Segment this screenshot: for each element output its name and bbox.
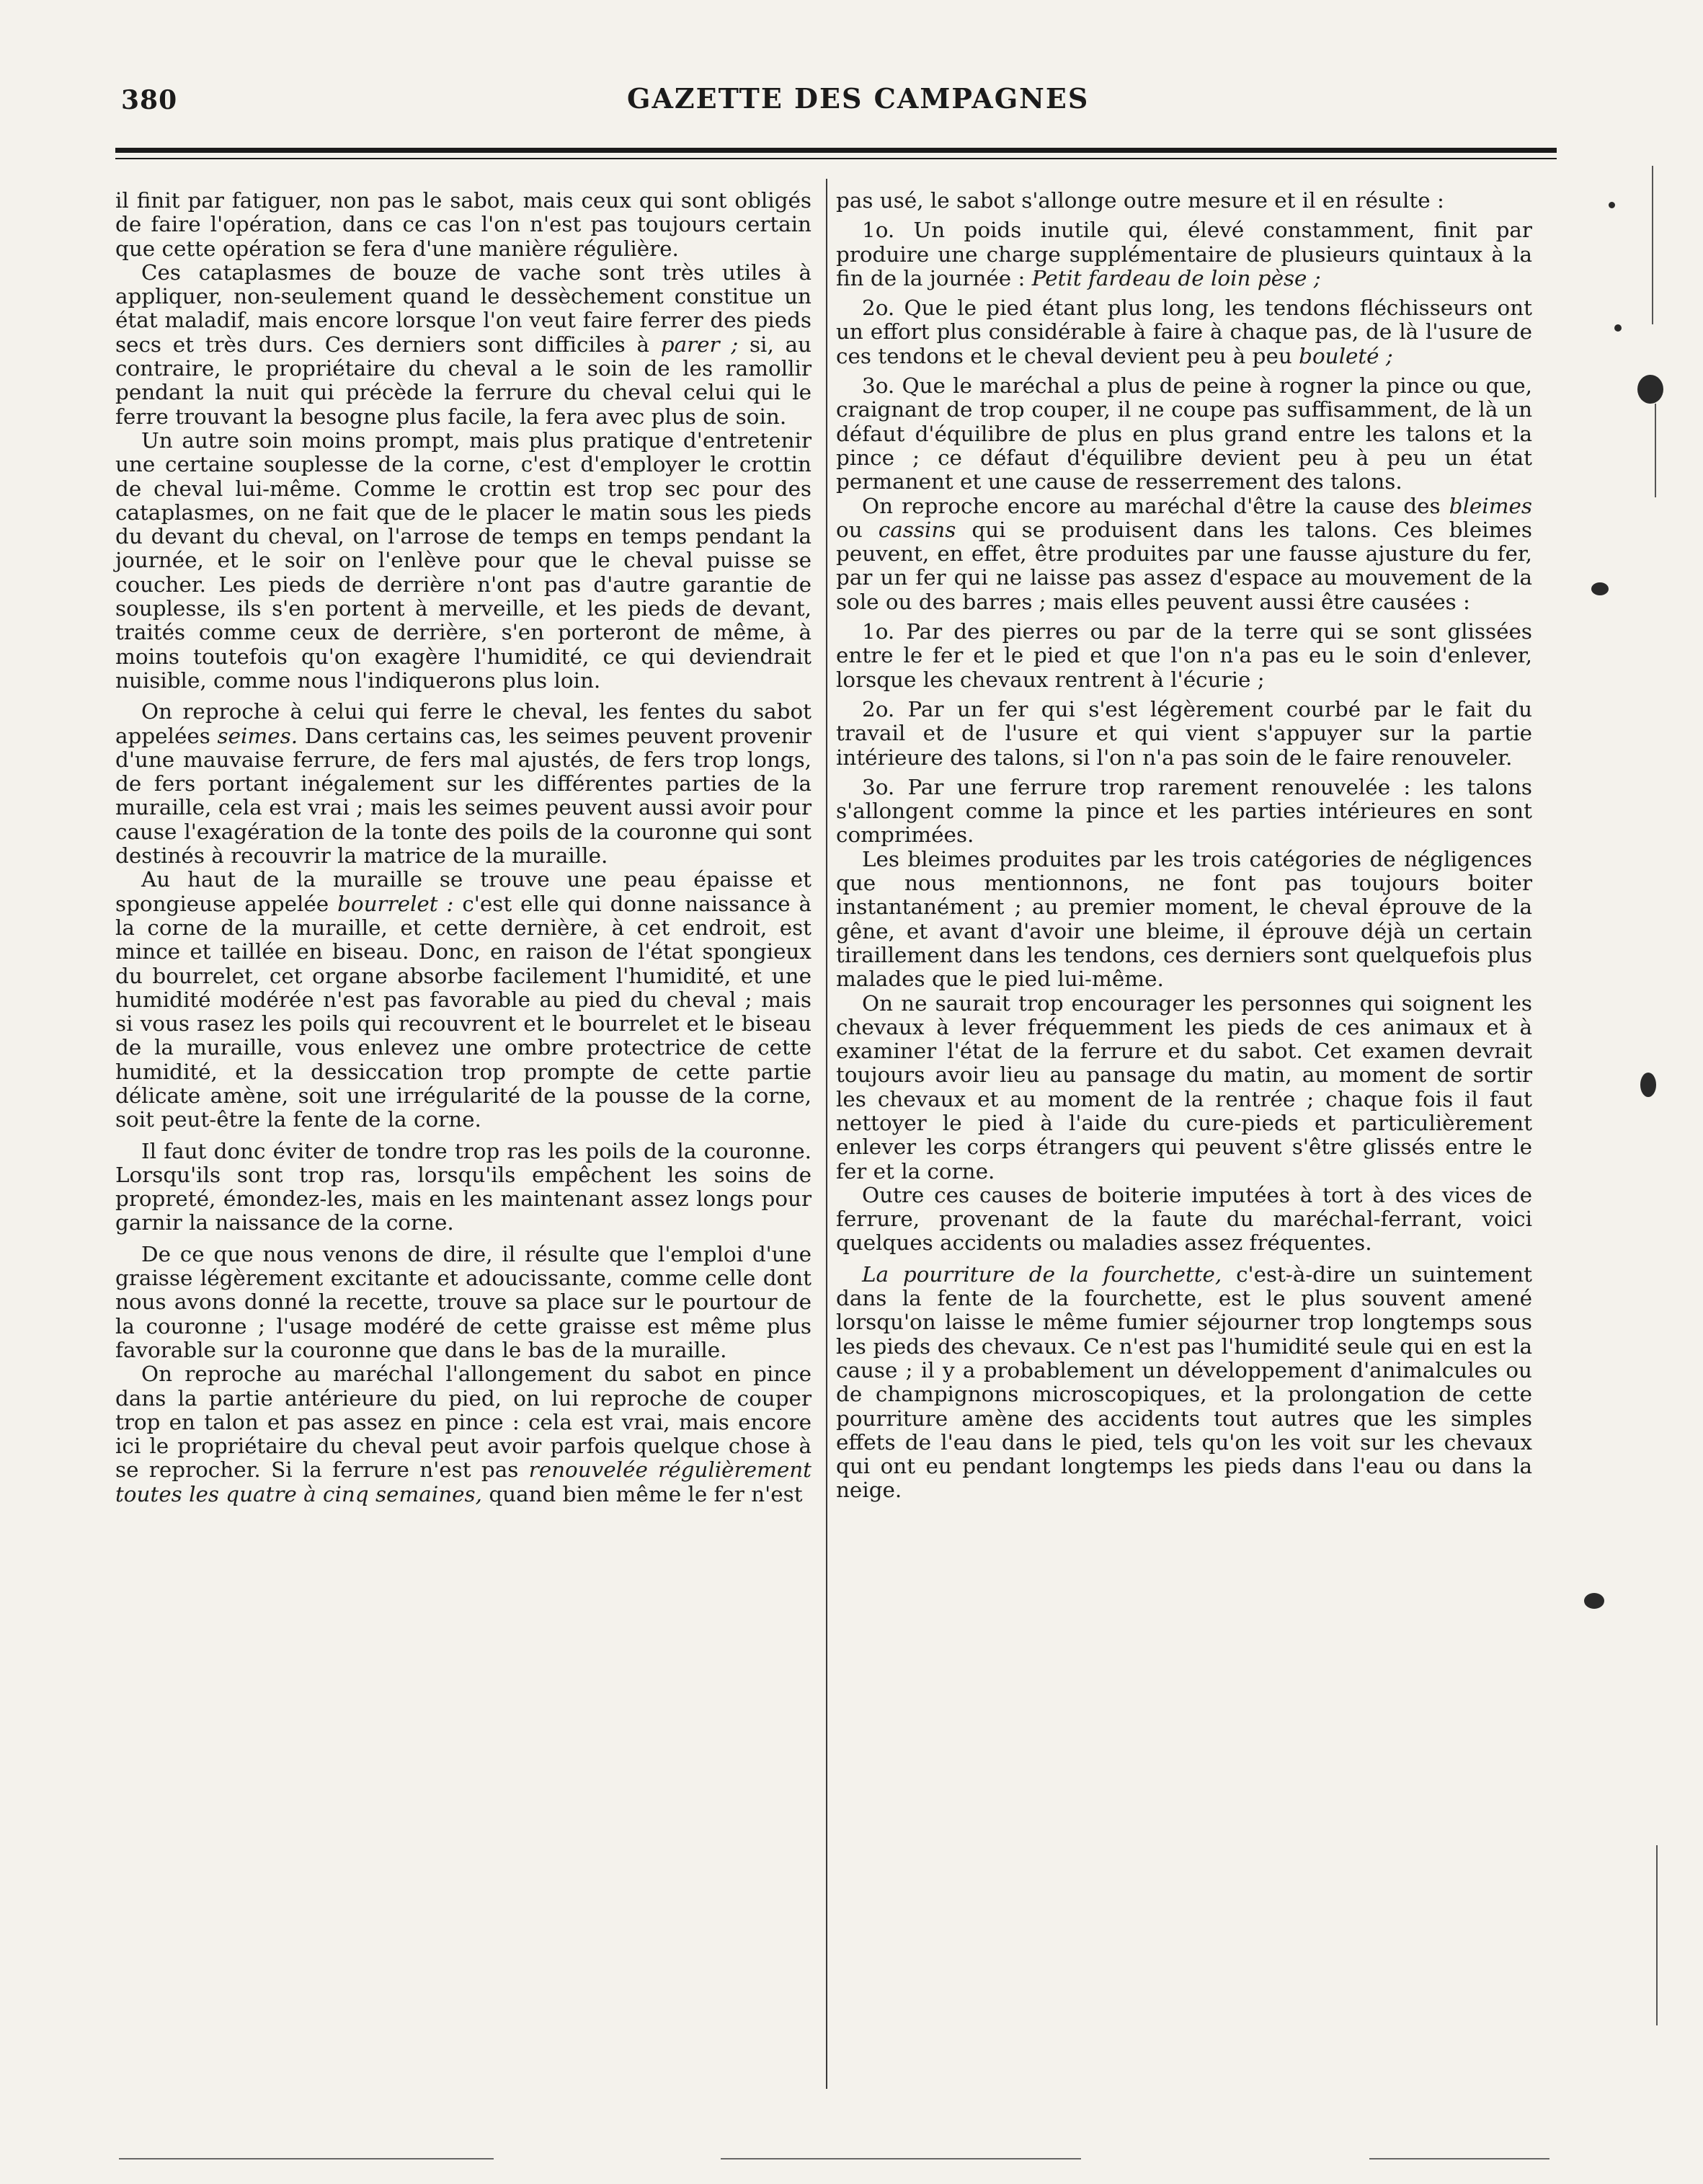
bottom-rule [1369, 2158, 1549, 2159]
text-run: Les bleimes produites par les trois catégories de négligences que nous mentionnons, ne font pas toujours boiter instantanément ; au premier moment, le cheval éprouve de la gêne, et avant d'avoir une bleime, il éprouve déjà un certain tiraillement dans les tendons, ces derniers sont quelquefois plus malades que le pied lui-même. [836, 846, 1532, 992]
running-title: GAZETTE DES CAMPAGNES [627, 82, 1090, 115]
text-run: si, au contraire, le propriétaire du cheval a le soin de les ramollir pendant la nuit qui précède la ferrure du cheval celui qui le ferre trouvant la besogne plus facile, la fera avec plus de soin. [115, 332, 812, 429]
header-rule-thin [115, 158, 1557, 159]
italic-term: bouleté ; [1299, 343, 1393, 368]
text-run: 3o. Que le maréchal a plus de peine à rogner la pince ou que, craignant de trop couper, il ne coupe pas suffisamment, de là un défaut d'équilibre de plus en plus grand entre les talons et la pince ; ce défaut d'équilibre devient peu à peu un état permanent et une cause de resserrement des talons. [836, 373, 1532, 494]
italic-term: bleimes [1449, 493, 1532, 518]
text-run: ou [836, 517, 879, 542]
paragraph [115, 1362, 812, 1506]
paragraph [836, 189, 1532, 213]
paragraph [836, 992, 1532, 1184]
text-run: qui se produisent dans les talons. Ces bleimes peuvent, en effet, être produites par une fausse ajusture du fer, par un fer qui ne laisse pas assez d'espace au mouvement de la sole ou des barres ; mais elles peuvent aussi être causées : [836, 517, 1532, 614]
text-run: 2o. Par un fer qui s'est légèrement courbé par le fait du travail et de l'usure et qui vient s'appuyer sur la partie intérieure des talons, si l'on n'a pas soin de le faire renouveler. [836, 696, 1532, 770]
text-run: pas usé, le sabot s'allonge outre mesure et il en résulte : [836, 188, 1444, 213]
text-run: c'est-à-dire un suintement dans la fente de la fourchette, est le plus souvent amené lorsqu'on laisse le même fumier séjourner trop longtemps sous les pieds des chevaux. Ce n'est pas l'humidité seule qui en est la cause ; il y a probablement un développement d'animalcules ou de champignons microscopiques, et la prolongation de cette pourriture amène des accidents tout autres que les simples effets de l'eau dans le pied, tels qu'on les voit sur les chevaux qui ont eu pendant longtemps les pieds dans l'eau ou dans la neige. [836, 1261, 1532, 1503]
paragraph [115, 1140, 812, 1235]
text-run: De ce que nous venons de dire, il résulte que l'emploi d'une graisse légèrement excitante et adoucissante, comme celle dont nous avons donné la recette, trouve sa place sur le pourtour de la couronne ; l'usage modéré de cette graisse est même plus favorable sur la couronne que dans le bas de la muraille. [115, 1241, 812, 1362]
list-item [836, 620, 1532, 692]
bottom-rule [119, 2158, 494, 2159]
left-column [115, 189, 812, 1506]
paragraph [115, 429, 812, 693]
italic-term: cassins [878, 517, 956, 542]
paragraph [115, 700, 812, 868]
list-item [836, 296, 1532, 368]
list-item [836, 374, 1532, 494]
text-run: Outre ces causes de boiterie imputées à tort à des vices de ferrure, provenant de la faute du maréchal-ferrant, voici quelques accidents ou maladies assez fréquentes. [836, 1182, 1532, 1256]
paragraph [115, 868, 812, 1132]
margin-line [1652, 166, 1653, 324]
text-run: 3o. Par une ferrure trop rarement renouvelée : les talons s'allongent comme la pince et les parties intérieures en sont comprimées. [836, 774, 1532, 848]
text-run: 1o. Un poids inutile qui, élevé constamment, finit par produire une charge supplémentaire de plusieurs quintaux à la fin de la journée : [836, 218, 1532, 290]
right-column [836, 189, 1532, 1503]
text-run: Dans certains cas, les seimes peuvent provenir d'une mauvaise ferrure, de fers mal ajustés, de fers trop longs, de fers portant inégalement sur les différentes parties de la muraille, cela est vrai ; mais les seimes peuvent aussi avoir pour cause l'exagération de la tonte des poils de la couronne qui sont destinés à recouvrir la matrice de la muraille. [115, 723, 812, 869]
header-rule-thick [115, 148, 1557, 153]
text-run: c'est elle qui donne naissance à la corne de la muraille, et cette dernière, à cet endroit, est mince et taillée en biseau. Donc, en raison de l'état spongieux du bourrelet, cet organe absorbe facilement l'humidité, et une humidité modérée n'est pas favorable au pied du cheval ; mais si vous rasez les poils qui recouvrent et le bourrelet et le biseau de la muraille, vous enlevez une ombre protectrice de cette humidité, et la dessiccation trop prompte de cette partie délicate amène, soit une irrégularité de la pousse de la corne, soit peut-être la fente de la corne. [115, 891, 812, 1132]
ink-blot [1591, 582, 1609, 595]
margin-line [1655, 404, 1656, 497]
text-run: On reproche à celui qui ferre le cheval, les fentes du sabot appelées [115, 699, 812, 748]
text-run: On reproche au maréchal l'allongement du sabot en pince dans la partie antérieure du pied, on lui reproche de couper trop en talon et pas assez en pince : cela est vrai, mais encore ici le propriétaire du cheval peut avoir parfois quelque chose à se reprocher. Si la ferrure n'est pas [115, 1362, 812, 1483]
ink-blot [1640, 1073, 1656, 1097]
text-run: 1o. Par des pierres ou par de la terre qui se sont glissées entre le fer et le pied et que l'on n'a pas eu le soin d'enlever, lorsque les chevaux rentrent à l'écurie ; [836, 619, 1532, 692]
ink-blot [1584, 1593, 1604, 1609]
text-run: On reproche encore au maréchal d'être la cause des [862, 493, 1449, 518]
text-run: On ne saurait trop encourager les personnes qui soignent les chevaux à lever fréquemment les pieds de ces animaux et à examiner l'état de la ferrure et du sabot. Cet examen devrait toujours avoir lieu au pansage du matin, au moment de sortir les chevaux et au moment de la rentrée ; chaque fois il faut nettoyer le pied à l'aide du cure-pieds et particulièrement enlever les corps étrangers qui peuvent s'être glissés entre le fer et la corne. [836, 990, 1532, 1184]
text-run: quand bien même le fer n'est [481, 1481, 803, 1506]
ink-blot [1614, 324, 1622, 332]
italic-term: parer ; [660, 332, 739, 357]
ink-blot [1637, 375, 1663, 404]
paragraph [836, 1184, 1532, 1256]
paragraph [115, 261, 812, 429]
italic-term: bourrelet : [337, 891, 454, 916]
text-run: Au haut de la muraille se trouve une peau épaisse et spongieuse appelée [115, 867, 812, 916]
paragraph [836, 1263, 1532, 1503]
list-item [836, 776, 1532, 848]
ink-blot [1609, 202, 1615, 208]
paragraph [836, 848, 1532, 992]
text-run: 2o. Que le pied étant plus long, les tendons fléchisseurs ont un effort plus considérable à faire à chaque pas, de là l'usure de ces tendons et le cheval devient peu à peu [836, 296, 1532, 368]
italic-term: renouvelée régulièrement toutes les quatre à cinq semaines, [115, 1457, 812, 1506]
text-run: Il faut donc éviter de tondre trop ras les poils de la couronne. Lorsqu'ils sont trop ras, lorsqu'ils empêchent les soins de propreté, émondez-les, mais en les maintenant assez longs pour garnir la naissance de la corne. [115, 1138, 812, 1235]
margin-line [1656, 1845, 1658, 2025]
page-number: 380 [121, 85, 178, 115]
list-item [836, 698, 1532, 770]
list-item [836, 218, 1532, 290]
text-run: Un autre soin moins prompt, mais plus pratique d'entretenir une certaine souplesse de la corne, c'est d'employer le crottin de cheval lui-même. Comme le crottin est trop sec pour des cataplasmes, on ne fait que de le placer le matin sous les pieds du devant du cheval, on l'arrose de temps en temps pendant la journée, et le soir on l'enlève pour que le cheval puisse se coucher. Les pieds de derrière n'ont pas d'autre garantie de souplesse, ils s'en portent à merveille, et les pieds de devant, traités comme ceux de derrière, s'en porteront de même, à moins toutefois qu'on exagère l'humidité, ce qui deviendrait nuisible, comme nous l'indiquerons plus loin. [115, 427, 812, 693]
paragraph [836, 494, 1532, 614]
italic-term: La pourriture de la fourchette, [862, 1261, 1222, 1287]
italic-term: Petit fardeau de loin pèse ; [1031, 265, 1321, 290]
column-divider [826, 179, 827, 2089]
bottom-rule [721, 2158, 1081, 2159]
paragraph [115, 1243, 812, 1362]
italic-term: seimes. [217, 723, 298, 748]
text-run: il finit par fatiguer, non pas le sabot, mais ceux qui sont obligés de faire l'opération, dans ce cas l'on n'est pas toujours certain que cette opération se fera d'une manière régulière. [115, 188, 812, 261]
text-run: Ces cataplasmes de bouze de vache sont très utiles à appliquer, non-seulement quand le dessèchement constitue un état maladif, mais encore lorsque l'on veut faire ferrer des pieds secs et très durs. Ces derniers sont difficiles à [115, 259, 812, 357]
paragraph [115, 189, 812, 261]
